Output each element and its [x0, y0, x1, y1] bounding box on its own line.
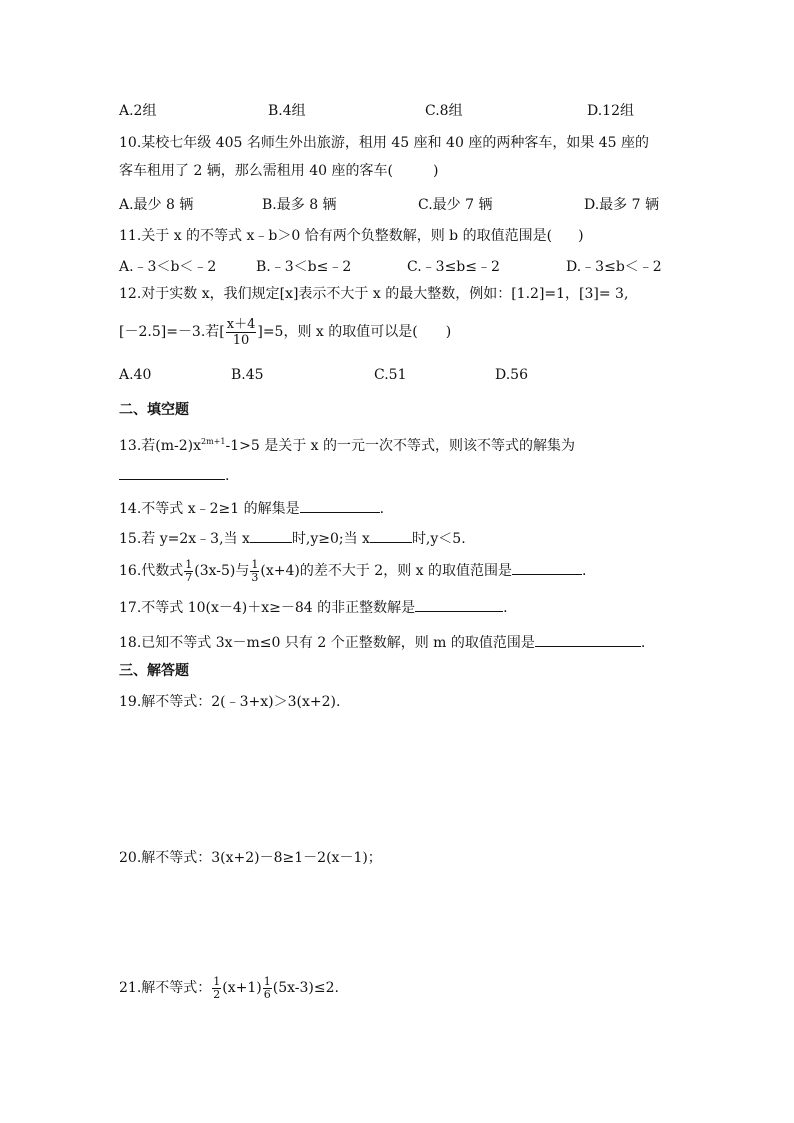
- q12-option-b: B.45: [231, 367, 264, 383]
- q13-line2: [119, 464, 229, 486]
- q15-line: [119, 527, 466, 549]
- q11-close-paren: ): [578, 228, 584, 244]
- q9-option-c: C.8组: [425, 103, 463, 119]
- q21-pre: 21.解不等式：: [119, 980, 212, 996]
- q18-pre: 18.已知不等式 3x－m≤0 只有 2 个正整数解，则 m 的取值范围是: [119, 635, 535, 651]
- q16-answer-blank[interactable]: [512, 559, 582, 575]
- q16-f1-num: 1: [185, 557, 193, 571]
- q16-f1-den: 7: [185, 570, 193, 584]
- q18-end: .: [640, 635, 646, 651]
- q17-line: [119, 596, 508, 618]
- q16-pre: 16.代数式: [119, 563, 184, 579]
- section-solve-heading: 三、解答题: [119, 663, 189, 679]
- q14-pre: 14.不等式 x﹣2≥1 的解集是: [119, 501, 300, 517]
- q15-blank-2[interactable]: [370, 527, 412, 543]
- q21-f1-den: 2: [213, 987, 221, 1001]
- q11-option-c: C.﹣3≤b≤﹣2: [407, 259, 500, 275]
- q13-end: .: [225, 468, 230, 484]
- q13-exponent: 2m+1: [201, 437, 226, 446]
- q10-option-c: C.最少 7 辆: [418, 197, 493, 213]
- q16-mid1: (3x-5)与: [194, 563, 250, 579]
- q10-line1: 10.某校七年级 405 名师生外出旅游，租用 45 座和 40 座的两种客车，如果 45 座的: [119, 135, 650, 151]
- q17-pre: 17.不等式 10(x－4)＋x≥－84 的非正整数解是: [119, 600, 416, 616]
- q13-line1: [119, 432, 575, 456]
- q21-f2-den: 6: [263, 987, 271, 1001]
- q21-fraction-2: [263, 976, 272, 1001]
- q12-close-paren: ): [445, 324, 452, 340]
- q9-option-b: B.4组: [268, 103, 306, 119]
- q15-end: 时,y＜5.: [411, 531, 466, 547]
- q10-option-a: A.最少 8 辆: [119, 197, 194, 213]
- q12-fraction: [226, 317, 257, 348]
- q9-option-a: A.2组: [119, 103, 157, 119]
- q15-mid: 时,y≥0;当 x: [291, 531, 370, 547]
- q11-option-a: A.﹣3＜b＜﹣2: [119, 259, 217, 275]
- q17-end: .: [503, 600, 508, 616]
- q11-option-d: D.﹣3≤b＜﹣2: [566, 259, 662, 275]
- q12-option-a: A.40: [119, 367, 152, 383]
- q21-mid: (x+1): [222, 980, 262, 996]
- q11-option-b: B.﹣3＜b≤﹣2: [256, 259, 352, 275]
- q16-line: [119, 553, 586, 589]
- q15-blank-1[interactable]: [250, 527, 292, 543]
- q12-frac-den: 10: [232, 332, 250, 348]
- q10-close-paren: ): [432, 163, 439, 179]
- q14-answer-blank[interactable]: [300, 497, 380, 513]
- q21-post: (5x-3)≤2.: [272, 980, 339, 996]
- q10-option-d: D.最多 7 辆: [584, 197, 659, 213]
- q13-pre: 13.若(m-2)x: [119, 438, 201, 454]
- q12-post: ]=5，则 x 的取值可以是(: [257, 324, 418, 340]
- q21-line: [119, 970, 339, 1006]
- q16-fraction-1: [184, 559, 193, 584]
- q11-stem: 11.关于 x 的不等式 x﹣b＞0 恰有两个负整数解，则 b 的取值范围是(: [119, 228, 553, 244]
- q9-option-d: D.12组: [587, 103, 634, 119]
- q10-option-b: B.最多 8 辆: [262, 197, 337, 213]
- q14-end: .: [379, 501, 385, 517]
- q14-line: [119, 497, 384, 519]
- q12-pre: [－2.5]=－3.若[: [119, 324, 225, 340]
- q16-fraction-2: [250, 559, 259, 584]
- q13-answer-blank[interactable]: [119, 464, 225, 480]
- q15-pre: 15.若 y=2x﹣3,当 x: [119, 531, 250, 547]
- q10-line2: [119, 161, 438, 181]
- q13-post: -1>5 是关于 x 的一元一次不等式，则该不等式的解集为: [225, 438, 575, 454]
- q16-f2-num: 1: [251, 557, 259, 571]
- q21-f1-num: 1: [213, 974, 221, 988]
- q12-option-c: C.51: [374, 367, 407, 383]
- q20-line: 20.解不等式：3(x+2)－8≥1－2(x－1)；: [119, 850, 382, 866]
- q16-mid2: (x+4)的差不大于 2，则 x 的取值范围是: [260, 563, 513, 579]
- q12-frac-num: x＋4: [226, 316, 256, 332]
- q16-f2-den: 3: [251, 570, 259, 584]
- q17-answer-blank[interactable]: [415, 596, 503, 612]
- q11-line: [119, 226, 584, 246]
- q18-answer-blank[interactable]: [535, 631, 641, 647]
- section-fill-in-heading: 二、填空题: [119, 402, 189, 418]
- q16-end: .: [582, 563, 587, 579]
- q12-line1: 12.对于实数 x，我们规定[x]表示不大于 x 的最大整数，例如：[1.2]=1，[3]= 3,: [119, 286, 629, 302]
- q21-fraction-1: [212, 976, 221, 1001]
- q18-line: [119, 631, 645, 653]
- q12-option-d: D.56: [495, 367, 528, 383]
- q21-f2-num: 1: [263, 974, 271, 988]
- q10-stem: 客车租用了 2 辆，那么需租用 40 座的客车(: [119, 163, 393, 179]
- q19-line: 19.解不等式：2(﹣3+x)＞3(x+2).: [119, 694, 341, 710]
- q12-line2: [119, 314, 451, 350]
